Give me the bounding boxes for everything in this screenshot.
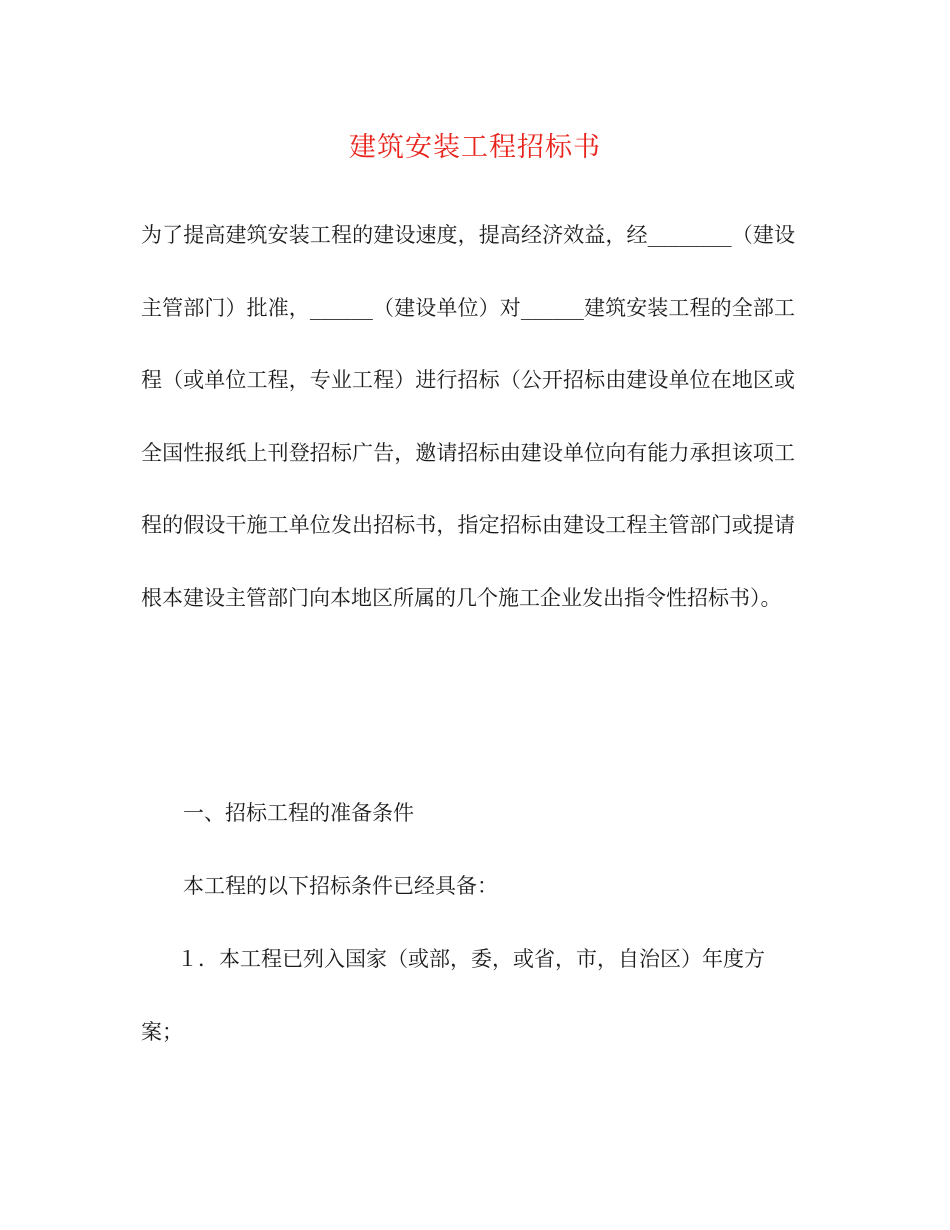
section-heading: 一、招标工程的准备条件 <box>183 801 414 825</box>
document-title: 建筑安装工程招标书 <box>349 132 601 163</box>
intro-paragraph: 为了提高建筑安装工程的建设速度，提高经济效益，经________（建设主管部门）批准，______（建设单位）对______建筑安装工程的全部工程（或单位工程，专业工程）进行招标（公开招标由建设单位在地区或全国性报纸上刊登招标广告，邀请招标由建设单位向有能力承担该项工程的假设干施工单位发出招标书，指定招标由建设工程主管部门或提请根本建设主管部门向本地区所属的几个施工企业发出指令性招标书）。 <box>141 223 795 610</box>
condition-item-1: １．本工程已列入国家（或部，委，或省，市，自治区）年度方 <box>177 947 765 971</box>
conditions-intro: 本工程的以下招标条件已经具备： <box>183 874 498 898</box>
condition-item-1-continuation: 案； <box>141 1020 183 1044</box>
